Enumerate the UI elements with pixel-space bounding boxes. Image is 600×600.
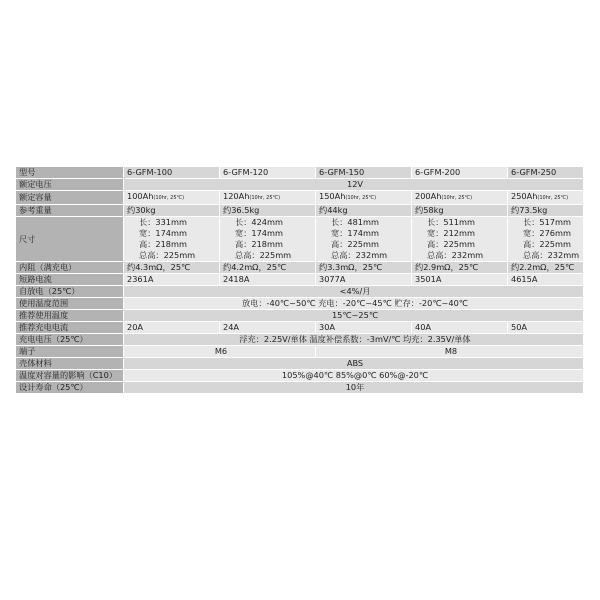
capacity-note: (10hr, 25℃) (537, 195, 569, 201)
weight-cell: 约73.5kg (508, 205, 584, 217)
dim-length: 长：331mm (139, 217, 187, 227)
dim-length: 长：424mm (235, 217, 283, 227)
short-circuit-cell: 3501A (412, 274, 508, 286)
dimensions-cell (124, 217, 220, 262)
dim-width: 宽：174mm (139, 228, 187, 238)
capacity-value: 120Ah (223, 191, 250, 201)
charge-current-cell: 20A (124, 322, 220, 334)
charge-current-cell: 24A (220, 322, 316, 334)
resistance-cell: 约3.3mΩ，25℃ (316, 262, 412, 274)
dimensions-cell (508, 217, 584, 262)
model-cell: 6-GFM-120 (220, 167, 316, 179)
row-label: 使用温度范围 (16, 298, 124, 310)
row-rated-voltage (16, 179, 584, 191)
charge-current-cell: 40A (412, 322, 508, 334)
model-cell: 6-GFM-200 (412, 167, 508, 179)
capacity-cell (508, 191, 584, 205)
value-cell: 放电：-40℃~50℃ 充电：-20℃~45℃ 贮存：-20℃~40℃ (124, 298, 584, 310)
row-label: 额定电压 (16, 179, 124, 191)
capacity-cell (124, 191, 220, 205)
resistance-cell: 约4.2mΩ，25℃ (220, 262, 316, 274)
capacity-note: (10hr, 25℃) (345, 195, 377, 201)
value-cell: <4%/月 (124, 286, 584, 298)
row-label: 尺寸 (16, 217, 124, 262)
row-label: 参考重量 (16, 205, 124, 217)
weight-cell: 约30kg (124, 205, 220, 217)
row-recommended-temp (16, 310, 584, 322)
capacity-value: 250Ah (511, 191, 538, 201)
row-label: 壳体材料 (16, 358, 124, 370)
charge-current-cell: 50A (508, 322, 584, 334)
capacity-note: (10hr, 25℃) (441, 195, 473, 201)
short-circuit-cell: 3077A (316, 274, 412, 286)
dimensions-cell (412, 217, 508, 262)
row-charge-current (16, 322, 584, 334)
capacity-value: 200Ah (415, 191, 442, 201)
row-operating-temp (16, 298, 584, 310)
dim-total-height: 总高：232mm (427, 250, 484, 260)
dim-length: 长：481mm (331, 217, 379, 227)
row-dimensions (16, 217, 584, 262)
weight-cell: 约36.5kg (220, 205, 316, 217)
row-model (16, 167, 584, 179)
row-terminal (16, 346, 584, 358)
row-label: 型号 (16, 167, 124, 179)
resistance-cell: 约4.3mΩ，25℃ (124, 262, 220, 274)
short-circuit-cell: 4615A (508, 274, 584, 286)
model-cell: 6-GFM-150 (316, 167, 412, 179)
charge-current-cell: 30A (316, 322, 412, 334)
row-label: 推荐使用温度 (16, 310, 124, 322)
capacity-note: (10hr, 25℃) (249, 195, 281, 201)
dim-width: 宽：174mm (331, 228, 379, 238)
resistance-cell: 约2.9mΩ，25℃ (412, 262, 508, 274)
value-cell: 浮充：2.25V/单体 温度补偿系数：-3mV/℃ 均充：2.35V/单体 (124, 334, 584, 346)
value-cell: 10年 (124, 382, 584, 394)
row-temp-effect (16, 370, 584, 382)
row-label: 设计寿命（25℃） (16, 382, 124, 394)
dimensions-cell (316, 217, 412, 262)
row-case-material (16, 358, 584, 370)
value-cell: 12V (124, 179, 584, 191)
row-short-circuit (16, 274, 584, 286)
row-rated-capacity (16, 191, 584, 205)
model-cell: 6-GFM-100 (124, 167, 220, 179)
capacity-value: 150Ah (319, 191, 346, 201)
dim-height: 高：225mm (427, 239, 475, 249)
row-label: 短路电流 (16, 274, 124, 286)
capacity-cell (412, 191, 508, 205)
row-self-discharge (16, 286, 584, 298)
dim-height: 高：218mm (139, 239, 187, 249)
row-label: 内阻（满充电） (16, 262, 124, 274)
terminal-small-cell: M6 (124, 346, 316, 358)
row-label: 温度对容量的影响（C10） (16, 370, 124, 382)
capacity-note: (10hr, 25℃) (153, 195, 185, 201)
row-charge-voltage (16, 334, 584, 346)
dim-width: 宽：174mm (235, 228, 283, 238)
row-label: 自放电（25℃） (16, 286, 124, 298)
weight-cell: 约44kg (316, 205, 412, 217)
dim-width: 宽：212mm (427, 228, 475, 238)
row-design-life (16, 382, 584, 394)
spec-table (15, 166, 584, 394)
short-circuit-cell: 2418A (220, 274, 316, 286)
capacity-value: 100Ah (127, 191, 154, 201)
dim-total-height: 总高：232mm (523, 250, 580, 260)
terminal-large-cell: M8 (316, 346, 584, 358)
capacity-cell (220, 191, 316, 205)
weight-cell: 约58kg (412, 205, 508, 217)
dim-total-height: 总高：225mm (235, 250, 292, 260)
dim-height: 高：225mm (331, 239, 379, 249)
row-internal-resistance (16, 262, 584, 274)
short-circuit-cell: 2361A (124, 274, 220, 286)
resistance-cell: 约2.2mΩ，25℃ (508, 262, 584, 274)
dim-height: 高：225mm (523, 239, 571, 249)
row-weight (16, 205, 584, 217)
capacity-cell (316, 191, 412, 205)
row-label: 端子 (16, 346, 124, 358)
value-cell: ABS (124, 358, 584, 370)
model-cell: 6-GFM-250 (508, 167, 584, 179)
value-cell: 105%@40℃ 85%@0℃ 60%@-20℃ (124, 370, 584, 382)
dimensions-cell (220, 217, 316, 262)
dim-width: 宽：276mm (523, 228, 571, 238)
dim-height: 高：218mm (235, 239, 283, 249)
row-label: 额定容量 (16, 191, 124, 205)
row-label: 推荐充电电流 (16, 322, 124, 334)
value-cell: 15℃~25℃ (124, 310, 584, 322)
dim-length: 长：511mm (427, 217, 475, 227)
dim-total-height: 总高：225mm (139, 250, 196, 260)
dim-total-height: 总高：232mm (331, 250, 388, 260)
row-label: 充电电压（25℃） (16, 334, 124, 346)
dim-length: 长：517mm (523, 217, 571, 227)
